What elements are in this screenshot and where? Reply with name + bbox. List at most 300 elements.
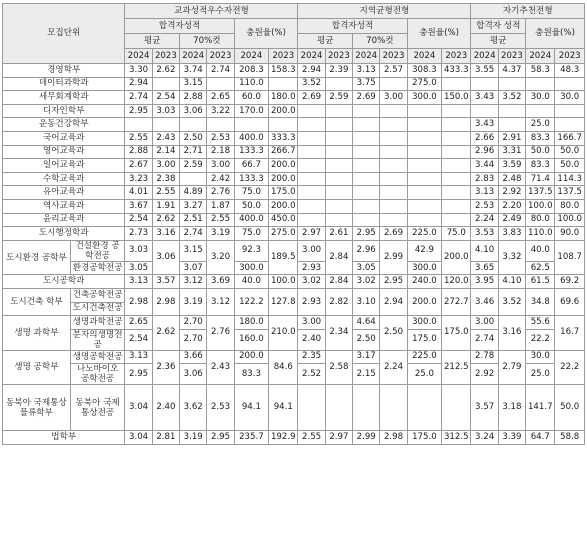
value-cell: 2.65 [207, 91, 234, 105]
value-cell: 3.52 [498, 288, 525, 315]
value-cell: 3.04 [125, 385, 152, 431]
value-cell: 2.54 [152, 91, 179, 105]
value-cell: 300.0 [407, 261, 441, 275]
value-cell: 166.7 [555, 131, 585, 145]
value-cell: 3.31 [498, 145, 525, 159]
value-cell: 3.46 [471, 288, 498, 315]
value-cell: 300.0 [234, 261, 268, 275]
value-cell [298, 186, 325, 200]
value-cell: 137.5 [526, 186, 555, 200]
value-cell: 4.89 [180, 186, 207, 200]
table-row [3, 431, 585, 445]
value-cell [298, 385, 325, 431]
sub-unit-name: 건축공학전공 [70, 288, 125, 302]
table-row [3, 91, 585, 105]
value-cell: 83.3 [526, 131, 555, 145]
unit-name: 데이터과학과 [3, 77, 125, 91]
value-cell [353, 385, 380, 431]
value-cell: 2.15 [353, 364, 380, 385]
value-cell: 2.51 [180, 213, 207, 227]
value-cell: 3.19 [180, 288, 207, 315]
value-cell: 2.20 [498, 199, 525, 213]
year-header: 2023 [269, 49, 298, 64]
value-cell: 2.95 [125, 364, 152, 385]
value-cell: 2.62 [152, 64, 179, 78]
value-cell: 3.13 [471, 186, 498, 200]
group-header-jagi: 자기추천전형 [471, 4, 585, 19]
value-cell: 71.4 [526, 172, 555, 186]
value-cell: 2.71 [180, 145, 207, 159]
value-cell: 300.0 [407, 316, 441, 330]
table-row [3, 385, 585, 431]
value-cell: 2.79 [498, 350, 525, 385]
value-cell: 3.20 [207, 240, 234, 275]
year-header: 2023 [380, 49, 407, 64]
value-cell: 266.7 [269, 145, 298, 159]
value-cell [407, 172, 441, 186]
value-cell: 50.0 [555, 385, 585, 431]
value-cell: 2.69 [353, 91, 380, 105]
value-cell: 2.78 [471, 350, 498, 364]
value-cell [325, 172, 352, 186]
value-cell [298, 104, 325, 118]
unit-name: 도시공학과 [3, 275, 125, 289]
value-cell [407, 104, 441, 118]
value-cell [380, 159, 407, 173]
value-cell: 1.91 [152, 199, 179, 213]
value-cell: 50.0 [526, 145, 555, 159]
value-cell: 200.0 [442, 240, 471, 275]
value-cell: 3.04 [125, 431, 152, 445]
value-cell: 108.7 [555, 240, 585, 275]
sub-unit-name: 건설환경 공학전공 [70, 240, 125, 261]
value-cell [298, 199, 325, 213]
value-cell: 2.97 [298, 227, 325, 241]
value-cell [353, 199, 380, 213]
unit-name: 수학교육과 [3, 172, 125, 186]
value-cell: 275.0 [407, 77, 441, 91]
value-cell: 2.70 [180, 329, 207, 350]
value-cell [407, 199, 441, 213]
value-cell: 141.7 [526, 385, 555, 431]
value-cell [498, 104, 525, 118]
value-cell [442, 104, 471, 118]
value-cell [325, 118, 352, 132]
value-cell [234, 118, 268, 132]
value-cell: 2.69 [298, 91, 325, 105]
value-cell: 400.0 [234, 131, 268, 145]
value-cell: 175.0 [269, 186, 298, 200]
table-row [3, 104, 585, 118]
value-cell: 22.2 [555, 350, 585, 385]
value-cell: 2.62 [152, 316, 179, 351]
value-cell: 208.3 [234, 64, 268, 78]
value-cell: 2.67 [125, 159, 152, 173]
value-cell [298, 159, 325, 173]
value-cell: 30.0 [555, 91, 585, 105]
value-cell: 2.59 [325, 91, 352, 105]
unit-header: 모집단위 [3, 4, 125, 64]
value-cell [442, 199, 471, 213]
table-row [3, 213, 585, 227]
value-cell [325, 131, 352, 145]
value-cell: 272.7 [442, 288, 471, 315]
value-cell: 137.5 [555, 186, 585, 200]
value-cell [353, 213, 380, 227]
value-cell: 2.40 [152, 385, 179, 431]
value-cell: 3.44 [471, 159, 498, 173]
value-cell: 3.00 [152, 159, 179, 173]
value-cell: 2.81 [152, 431, 179, 445]
value-cell: 2.96 [471, 145, 498, 159]
value-cell: 3.52 [298, 77, 325, 91]
value-cell: 2.88 [125, 145, 152, 159]
unit-name: 법학부 [3, 431, 125, 445]
value-cell [442, 172, 471, 186]
value-cell [555, 118, 585, 132]
value-cell [442, 77, 471, 91]
value-cell: 210.0 [269, 316, 298, 351]
value-cell: 75.0 [234, 227, 268, 241]
value-cell: 2.99 [380, 240, 407, 275]
value-cell: 50.0 [555, 145, 585, 159]
value-cell: 2.95 [125, 104, 152, 118]
table-row [3, 186, 585, 200]
value-cell: 3.12 [180, 275, 207, 289]
group-header-jiyeok: 지역균형전형 [298, 4, 471, 19]
group-name: 도시건축 학부 [3, 288, 71, 315]
unit-name: 일어교육과 [3, 159, 125, 173]
value-cell: 2.49 [498, 213, 525, 227]
year-header: 2024 [407, 49, 441, 64]
value-cell [353, 172, 380, 186]
value-cell: 212.5 [442, 350, 471, 385]
unit-name: 디자인학부 [3, 104, 125, 118]
value-cell [555, 104, 585, 118]
value-cell: 16.7 [555, 316, 585, 351]
value-cell: 100.0 [269, 275, 298, 289]
value-cell: 3.32 [498, 240, 525, 275]
unit-name: 도시행정학과 [3, 227, 125, 241]
value-cell: 200.0 [269, 159, 298, 173]
value-cell: 30.0 [526, 350, 555, 364]
value-cell [526, 77, 555, 91]
value-cell: 2.54 [125, 213, 152, 227]
value-cell [442, 145, 471, 159]
value-cell: 3.00 [298, 316, 325, 330]
value-cell: 4.10 [471, 240, 498, 261]
value-cell: 2.93 [298, 261, 325, 275]
value-cell: 2.91 [498, 131, 525, 145]
value-cell: 3.15 [180, 77, 207, 91]
value-cell: 2.52 [298, 364, 325, 385]
pass-grade-header: 합격자성적 [298, 19, 407, 34]
value-cell [442, 213, 471, 227]
value-cell: 400.0 [234, 213, 268, 227]
value-cell: 100.0 [555, 213, 585, 227]
value-cell: 2.53 [471, 199, 498, 213]
avg-header: 평균 [298, 34, 353, 49]
year-header: 2024 [526, 49, 555, 64]
value-cell: 3.10 [353, 288, 380, 315]
value-cell: 3.30 [125, 64, 152, 78]
value-cell: 3.12 [207, 288, 234, 315]
table-row [3, 118, 585, 132]
value-cell: 235.7 [234, 431, 268, 445]
value-cell: 133.3 [234, 145, 268, 159]
value-cell [353, 104, 380, 118]
value-cell: 3.19 [180, 431, 207, 445]
year-header: 2024 [353, 49, 380, 64]
value-cell: 2.74 [125, 91, 152, 105]
value-cell [298, 145, 325, 159]
value-cell: 2.98 [380, 431, 407, 445]
value-cell: 58.8 [555, 431, 585, 445]
value-cell: 4.01 [125, 186, 152, 200]
value-cell: 50.0 [555, 159, 585, 173]
value-cell [380, 118, 407, 132]
value-cell: 3.95 [471, 275, 498, 289]
value-cell: 2.74 [207, 64, 234, 78]
value-cell: 2.93 [298, 288, 325, 315]
year-header: 2024 [180, 49, 207, 64]
value-cell: 312.5 [442, 431, 471, 445]
value-cell: 192.9 [269, 431, 298, 445]
value-cell [380, 186, 407, 200]
value-cell: 58.3 [526, 64, 555, 78]
value-cell: 175.0 [407, 431, 441, 445]
year-header: 2023 [152, 49, 179, 64]
sub-unit-name: 나노바이오 공학전공 [70, 364, 125, 385]
value-cell: 3.65 [471, 261, 498, 275]
group-header-gyogwa: 교과성적우수자전형 [125, 4, 298, 19]
value-cell: 2.18 [207, 145, 234, 159]
value-cell: 3.13 [353, 64, 380, 78]
value-cell [380, 131, 407, 145]
value-cell: 2.36 [152, 350, 179, 385]
value-cell [442, 118, 471, 132]
value-cell: 3.07 [180, 261, 207, 275]
value-cell: 3.05 [353, 261, 380, 275]
value-cell: 2.50 [380, 316, 407, 351]
unit-name: 운동건강학부 [3, 118, 125, 132]
table-row [3, 77, 585, 91]
value-cell [442, 385, 471, 431]
value-cell: 2.74 [471, 329, 498, 350]
sub-unit-name: 분자의생명전공 [70, 329, 125, 350]
group-name: 동북아 국제통상 물류학부 [3, 385, 71, 431]
value-cell: 3.52 [498, 91, 525, 105]
value-cell: 2.50 [180, 131, 207, 145]
value-cell: 3.43 [471, 91, 498, 105]
table-row [3, 240, 585, 261]
value-cell: 25.0 [526, 118, 555, 132]
value-cell: 2.88 [180, 91, 207, 105]
value-cell: 2.97 [325, 431, 352, 445]
avg-header: 평균 [125, 34, 180, 49]
value-cell: 64.7 [526, 431, 555, 445]
value-cell: 2.94 [125, 77, 152, 91]
value-cell: 2.53 [207, 385, 234, 431]
value-cell: 2.95 [207, 431, 234, 445]
value-cell: 3.03 [125, 240, 152, 261]
value-cell: 2.43 [207, 350, 234, 385]
fill-rate-header: 충원율(%) [234, 19, 298, 49]
value-cell: 25.0 [407, 364, 441, 385]
value-cell: 3.22 [207, 104, 234, 118]
value-cell [298, 213, 325, 227]
value-cell: 55.6 [526, 316, 555, 330]
value-cell [471, 104, 498, 118]
value-cell: 3.83 [498, 227, 525, 241]
value-cell: 3.27 [180, 199, 207, 213]
admission-results-table-container [2, 3, 585, 445]
value-cell [325, 159, 352, 173]
value-cell [298, 172, 325, 186]
value-cell: 80.0 [526, 213, 555, 227]
admission-results-table [2, 3, 585, 445]
value-cell [407, 145, 441, 159]
value-cell: 2.95 [380, 275, 407, 289]
value-cell [353, 118, 380, 132]
value-cell [442, 186, 471, 200]
pass-grade-header: 합격자성적 [125, 19, 234, 34]
table-row [3, 227, 585, 241]
table-row [3, 350, 585, 364]
unit-name: 세무회계학과 [3, 91, 125, 105]
value-cell: 2.92 [498, 186, 525, 200]
value-cell: 3.67 [125, 199, 152, 213]
value-cell [180, 118, 207, 132]
value-cell [498, 118, 525, 132]
value-cell: 2.95 [353, 227, 380, 241]
value-cell [380, 172, 407, 186]
value-cell: 3.16 [498, 316, 525, 351]
year-header: 2023 [498, 49, 525, 64]
value-cell: 2.73 [125, 227, 152, 241]
value-cell: 225.0 [407, 227, 441, 241]
value-cell: 40.0 [526, 240, 555, 261]
value-cell: 3.57 [471, 385, 498, 431]
value-cell: 75.0 [234, 186, 268, 200]
group-name: 생명 과학부 [3, 316, 71, 351]
value-cell: 3.06 [180, 104, 207, 118]
value-cell [353, 186, 380, 200]
value-cell: 3.55 [471, 64, 498, 78]
value-cell: 3.17 [353, 350, 380, 364]
value-cell [325, 104, 352, 118]
value-cell: 2.24 [471, 213, 498, 227]
year-header: 2023 [555, 49, 585, 64]
value-cell: 42.9 [407, 240, 441, 261]
value-cell [325, 77, 352, 91]
value-cell: 333.3 [269, 131, 298, 145]
value-cell [325, 186, 352, 200]
value-cell: 2.99 [353, 431, 380, 445]
value-cell: 2.92 [471, 364, 498, 385]
year-header: 2024 [125, 49, 152, 64]
unit-name: 경영학부 [3, 64, 125, 78]
table-row [3, 316, 585, 330]
value-cell: 2.58 [325, 350, 352, 385]
value-cell: 83.3 [526, 159, 555, 173]
value-cell: 3.00 [471, 316, 498, 330]
value-cell: 433.3 [442, 64, 471, 78]
value-cell: 2.40 [298, 329, 325, 350]
value-cell: 2.57 [380, 64, 407, 78]
value-cell: 3.24 [471, 431, 498, 445]
value-cell [207, 118, 234, 132]
value-cell: 80.0 [555, 199, 585, 213]
value-cell [325, 385, 352, 431]
value-cell [498, 77, 525, 91]
value-cell: 3.18 [498, 385, 525, 431]
value-cell: 2.24 [380, 350, 407, 385]
value-cell: 2.50 [353, 329, 380, 350]
value-cell [407, 385, 441, 431]
value-cell [269, 77, 298, 91]
value-cell: 3.59 [498, 159, 525, 173]
value-cell: 50.0 [234, 199, 268, 213]
value-cell: 200.0 [269, 199, 298, 213]
value-cell [152, 77, 179, 91]
value-cell: 114.3 [555, 172, 585, 186]
value-cell: 2.65 [125, 316, 152, 330]
value-cell: 92.3 [234, 240, 268, 261]
value-cell: 83.3 [234, 364, 268, 385]
value-cell: 1.87 [207, 199, 234, 213]
unit-name: 역사교육과 [3, 199, 125, 213]
value-cell: 3.06 [180, 364, 207, 385]
value-cell: 175.0 [407, 329, 441, 350]
value-cell: 3.03 [152, 104, 179, 118]
value-cell: 22.2 [526, 329, 555, 350]
value-cell: 100.0 [526, 199, 555, 213]
pass-grade-header: 합격자 성적 [471, 19, 526, 34]
value-cell [207, 77, 234, 91]
value-cell [325, 213, 352, 227]
value-cell: 120.0 [442, 275, 471, 289]
value-cell: 3.57 [152, 275, 179, 289]
value-cell: 110.0 [234, 77, 268, 91]
unit-name: 국어교육과 [3, 131, 125, 145]
value-cell: 94.1 [269, 385, 298, 431]
value-cell: 3.43 [471, 118, 498, 132]
value-cell: 160.0 [234, 329, 268, 350]
value-cell [325, 145, 352, 159]
value-cell: 200.0 [407, 288, 441, 315]
group-name: 도시환경 공학부 [3, 240, 71, 275]
value-cell [380, 213, 407, 227]
value-cell [407, 159, 441, 173]
value-cell: 122.2 [234, 288, 268, 315]
value-cell: 2.55 [152, 186, 179, 200]
value-cell: 3.13 [125, 275, 152, 289]
value-cell: 3.69 [207, 275, 234, 289]
value-cell: 133.3 [234, 172, 268, 186]
value-cell [298, 118, 325, 132]
value-cell [380, 77, 407, 91]
value-cell: 2.74 [180, 227, 207, 241]
group-name: 생명 공학부 [3, 350, 71, 385]
value-cell: 180.0 [269, 91, 298, 105]
value-cell: 84.6 [269, 350, 298, 385]
value-cell: 2.38 [152, 172, 179, 186]
value-cell: 3.74 [180, 64, 207, 78]
unit-name: 유아교육과 [3, 186, 125, 200]
value-cell [407, 213, 441, 227]
table-row [3, 159, 585, 173]
